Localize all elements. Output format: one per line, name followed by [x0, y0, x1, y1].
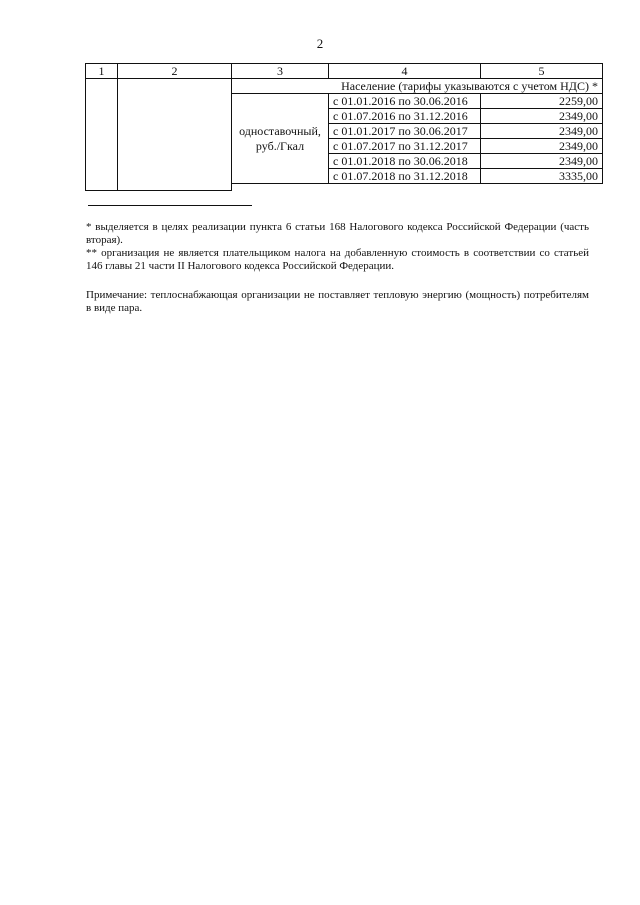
value-cell: 2259,00	[481, 94, 603, 109]
footnote-1: * выделяется в целях реализации пункта 6 статьи 168 Налогового кодекса Российской Федерации (часть вторая).	[86, 221, 589, 246]
period-cell: с 01.07.2017 по 31.12.2017	[329, 139, 481, 154]
value-cell: 3335,00	[481, 169, 603, 184]
footnote-separator	[88, 205, 252, 206]
period-cell: с 01.01.2017 по 30.06.2017	[329, 124, 481, 139]
rate-type-line-2: руб./Гкал	[255, 138, 305, 153]
footnote-2: ** организация не является плательщиком налога на добавленную стоимость в соответствии со статьей 146 главы 21 части II Налогового кодекса Российской Федерации.	[86, 247, 589, 272]
spacer-cell	[232, 184, 603, 191]
period-cell: с 01.07.2018 по 31.12.2018	[329, 169, 481, 184]
table-header-row	[86, 64, 603, 79]
value-cell: 2349,00	[481, 124, 603, 139]
value-cell: 2349,00	[481, 154, 603, 169]
section-row	[86, 79, 603, 94]
column-number-4: 4	[329, 64, 481, 79]
page-number: 2	[316, 36, 324, 51]
period-cell: с 01.01.2018 по 30.06.2018	[329, 154, 481, 169]
tariff-table	[85, 63, 603, 191]
rate-type-line-1: одноставочный,	[239, 123, 321, 138]
empty-cell-col1	[86, 79, 118, 191]
value-cell: 2349,00	[481, 139, 603, 154]
period-cell: с 01.01.2016 по 30.06.2016	[329, 94, 481, 109]
empty-cell-col2	[118, 79, 232, 191]
column-number-2: 2	[118, 64, 232, 79]
period-cell: с 01.07.2016 по 31.12.2016	[329, 109, 481, 124]
column-number-3: 3	[232, 64, 329, 79]
section-title: Население (тарифы указываются с учетом НДС) *	[232, 79, 603, 94]
rate-type-cell	[232, 94, 329, 184]
remark-note: Примечание: теплоснабжающая организации не поставляет тепловую энергию (мощность) потребителям в виде пара.	[86, 289, 589, 314]
column-number-5: 5	[481, 64, 603, 79]
column-number-1: 1	[86, 64, 118, 79]
value-cell: 2349,00	[481, 109, 603, 124]
